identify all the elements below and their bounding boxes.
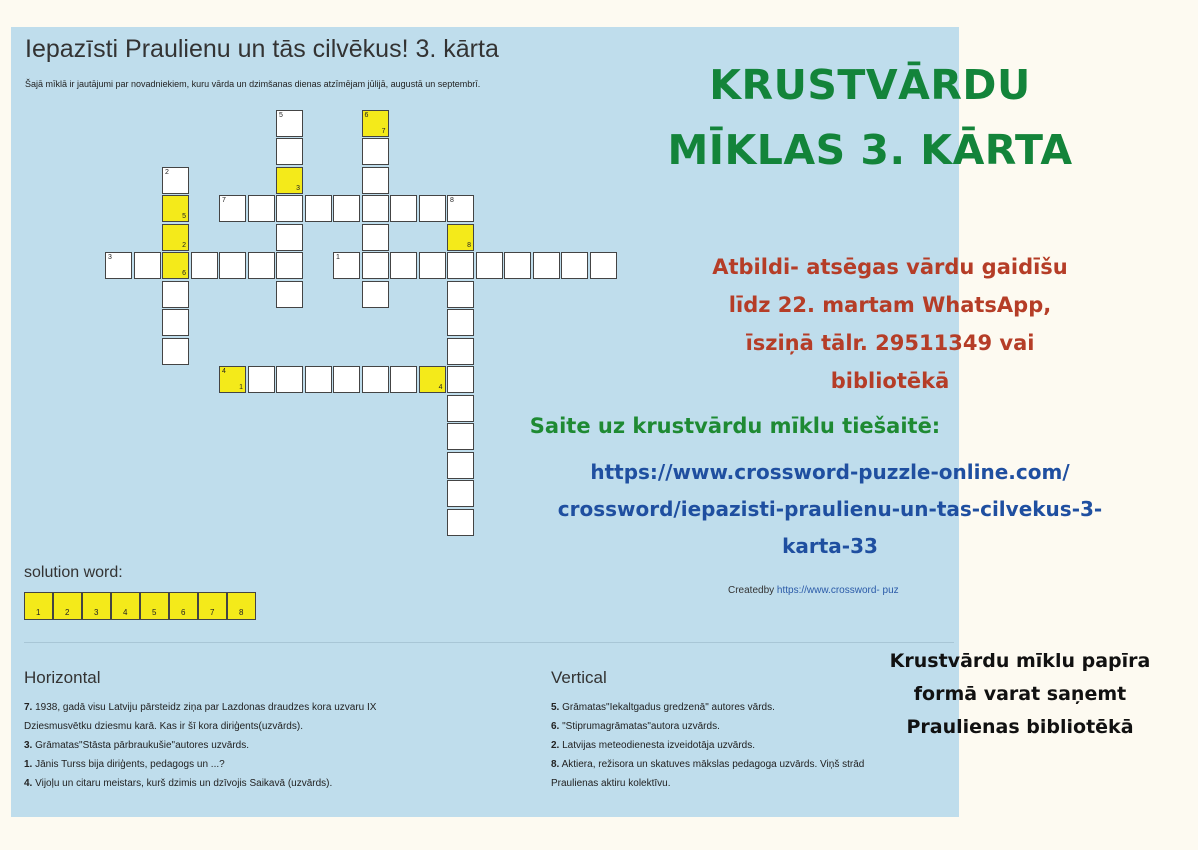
crossword-cell[interactable] xyxy=(419,366,446,393)
crossword-cell[interactable] xyxy=(162,281,189,308)
vertical-clues xyxy=(551,698,864,793)
crossword-cell[interactable] xyxy=(362,195,389,222)
crossword-cell[interactable] xyxy=(276,252,303,279)
crossword-cell[interactable] xyxy=(533,252,560,279)
headline-line: MĪKLAS 3. KĀRTA xyxy=(667,126,1073,174)
clue-number: 1. xyxy=(24,759,33,770)
crossword-cell[interactable] xyxy=(419,195,446,222)
clue-number: 7. xyxy=(24,702,33,713)
crossword-cell[interactable] xyxy=(248,366,275,393)
crossword-cell[interactable] xyxy=(191,252,218,279)
solution-cell[interactable] xyxy=(169,592,198,620)
clue-text: 1938, gadā visu Latviju pārsteidz ziņa par Lazdonas draudzes kora uzvaru IX xyxy=(35,702,377,713)
cell-solution-number: 2 xyxy=(182,241,186,249)
crossword-cell[interactable] xyxy=(219,195,246,222)
crossword-cell[interactable] xyxy=(362,252,389,279)
headline-line: KRUSTVĀRDU xyxy=(709,61,1031,109)
clue-number: 5. xyxy=(551,702,560,713)
crossword-cell[interactable] xyxy=(276,110,303,137)
crossword-cell[interactable] xyxy=(447,452,474,479)
divider xyxy=(24,642,954,643)
solution-cell-number: 4 xyxy=(123,608,128,617)
crossword-cell[interactable] xyxy=(248,252,275,279)
cell-solution-number: 8 xyxy=(467,241,471,249)
crossword-cell[interactable] xyxy=(362,110,389,137)
clue-item xyxy=(24,698,376,717)
crossword-cell[interactable] xyxy=(447,252,474,279)
url-line[interactable]: crossword/iepazisti-praulienu-un-tas-cilvekus-3- xyxy=(557,497,1103,521)
crossword-cell[interactable] xyxy=(447,309,474,336)
crossword-cell[interactable] xyxy=(447,195,474,222)
clue-text: Jānis Turss bija diriģents, pedagogs un ...? xyxy=(35,759,225,770)
crossword-cell[interactable] xyxy=(362,138,389,165)
crossword-cell[interactable] xyxy=(390,195,417,222)
cell-clue-number: 6 xyxy=(364,111,369,119)
horizontal-heading: Horizontal xyxy=(24,668,101,687)
crossword-cell[interactable] xyxy=(419,252,446,279)
clue-number: 6. xyxy=(551,721,560,732)
solution-cell-number: 8 xyxy=(239,608,244,617)
crossword-cell[interactable] xyxy=(561,252,588,279)
cell-clue-number: 8 xyxy=(450,197,454,204)
clue-item xyxy=(551,717,864,736)
solution-cell[interactable] xyxy=(227,592,256,620)
clue-number: 8. xyxy=(551,759,560,770)
crossword-cell[interactable] xyxy=(105,252,132,279)
solution-cell[interactable] xyxy=(53,592,82,620)
created-by xyxy=(728,585,899,596)
crossword-cell[interactable] xyxy=(219,366,246,393)
url-line[interactable]: https://www.crossword-puzzle-online.com/ xyxy=(590,460,1070,484)
clue-item xyxy=(24,774,376,793)
crossword-cell[interactable] xyxy=(590,252,617,279)
crossword-cell[interactable] xyxy=(162,309,189,336)
headline xyxy=(620,53,1120,183)
deadline-line: bibliotēkā xyxy=(830,369,950,393)
clue-text: Praulienas aktiru kolektīvu. xyxy=(551,778,671,789)
created-by-link[interactable]: https://www.crossword- puz xyxy=(776,585,899,596)
deadline-line: Atbildi- atsēgas vārdu gaidīšu xyxy=(712,255,1068,279)
solution-cell-number: 1 xyxy=(36,608,41,617)
crossword-cell[interactable] xyxy=(447,224,474,251)
cell-solution-number: 5 xyxy=(182,213,186,220)
vertical-heading: Vertical xyxy=(551,668,607,687)
crossword-cell[interactable] xyxy=(134,252,161,279)
crossword-cell[interactable] xyxy=(333,252,360,279)
crossword-cell[interactable] xyxy=(476,252,503,279)
clue-text: Vijoļu un citaru meistars, kurš dzimis un dzīvojis Saikavā (uzvārds). xyxy=(35,778,333,789)
clue-number: 3. xyxy=(24,740,33,751)
solution-cell[interactable] xyxy=(140,592,169,620)
clue-item xyxy=(551,774,864,793)
crossword-cell[interactable] xyxy=(162,252,189,279)
cell-solution-number: 1 xyxy=(239,384,243,391)
cell-clue-number: 7 xyxy=(222,197,226,204)
crossword-cell[interactable] xyxy=(276,224,303,251)
solution-cell-number: 3 xyxy=(94,608,99,617)
clue-text: Grāmatas"Stāsta pārbraukušie"autores uzvārds. xyxy=(35,740,249,751)
crossword-cell[interactable] xyxy=(362,224,389,251)
paper-note-line: Praulienas bibliotēkā xyxy=(906,716,1134,738)
crossword-cell[interactable] xyxy=(248,195,275,222)
crossword-cell[interactable] xyxy=(162,167,189,194)
crossword-cell[interactable] xyxy=(276,138,303,165)
clue-item xyxy=(24,736,376,755)
horizontal-clues xyxy=(24,698,376,793)
crossword-cell[interactable] xyxy=(305,366,332,393)
crossword-cell[interactable] xyxy=(362,281,389,308)
solution-cell-number: 6 xyxy=(181,608,186,617)
clue-number: 4. xyxy=(24,778,33,789)
crossword-cell[interactable] xyxy=(447,366,474,393)
solution-word-label: solution word: xyxy=(24,564,123,581)
clue-text: "Stiprumagrāmatas"autora uzvārds. xyxy=(562,721,720,732)
paper-note-line: formā varat saņemt xyxy=(913,683,1127,705)
solution-cell-number: 2 xyxy=(65,608,70,617)
solution-cell-number: 5 xyxy=(152,608,157,617)
crossword-cell[interactable] xyxy=(504,252,531,279)
cell-clue-number: 4 xyxy=(222,368,226,375)
paper-form-note xyxy=(840,645,1198,744)
deadline-notice xyxy=(620,248,1160,400)
solution-cell[interactable] xyxy=(82,592,111,620)
solution-cell[interactable] xyxy=(198,592,227,620)
cell-solution-number: 7 xyxy=(381,127,386,135)
clue-text: Grāmatas"Iekaltgadus gredzenā" autores vārds. xyxy=(562,702,775,713)
cell-clue-number: 2 xyxy=(165,168,169,176)
crossword-cell[interactable] xyxy=(162,195,189,222)
solution-cell[interactable] xyxy=(24,592,53,620)
crossword-cell[interactable] xyxy=(362,366,389,393)
deadline-line: līdz 22. martam WhatsApp, xyxy=(728,293,1052,317)
clue-text: Aktiera, režisora un skatuves mākslas pedagoga uzvārds. Viņš strād xyxy=(561,759,865,770)
cell-clue-number: 3 xyxy=(108,254,112,261)
clue-item xyxy=(24,755,376,774)
solution-word-row xyxy=(24,592,256,620)
clue-item xyxy=(24,717,376,736)
crossword-cell[interactable] xyxy=(276,366,303,393)
crossword-cell[interactable] xyxy=(390,366,417,393)
crossword-cell[interactable] xyxy=(447,281,474,308)
crossword-subtitle: Šajā mīklā ir jautājumi par novadniekiem, kuru vārda un dzimšanas dienas atzīmējam jūlijā, augustā un septembrī. xyxy=(25,79,481,89)
solution-cell[interactable] xyxy=(111,592,140,620)
clue-item xyxy=(551,755,864,774)
crossword-cell[interactable] xyxy=(219,252,246,279)
clue-text: Latvijas meteodienesta izveidotāja uzvārds. xyxy=(562,740,756,751)
online-link-url[interactable] xyxy=(500,454,1160,565)
clue-text: Dziesmusvētku dziesmu karā. Kas ir šī kora diriģents(uzvārds). xyxy=(24,721,303,732)
crossword-title: Iepazīsti Praulienu un tās cilvēkus! 3. kārta xyxy=(25,35,499,63)
cell-clue-number: 1 xyxy=(336,254,340,261)
crossword-cell[interactable] xyxy=(162,338,189,365)
cell-solution-number: 3 xyxy=(296,184,300,192)
crossword-cell[interactable] xyxy=(447,480,474,507)
crossword-cell[interactable] xyxy=(447,423,474,450)
crossword-cell[interactable] xyxy=(362,167,389,194)
clue-number: 2. xyxy=(551,740,560,751)
crossword-cell[interactable] xyxy=(276,281,303,308)
crossword-cell[interactable] xyxy=(276,195,303,222)
crossword-cell[interactable] xyxy=(162,224,189,251)
paper-note-line: Krustvārdu mīklu papīra xyxy=(889,650,1151,672)
clue-item xyxy=(551,698,864,717)
url-line[interactable]: karta-33 xyxy=(782,534,878,558)
crossword-cell[interactable] xyxy=(333,195,360,222)
created-by-label: Createdby xyxy=(728,585,775,596)
crossword-cell[interactable] xyxy=(447,338,474,365)
crossword-cell[interactable] xyxy=(390,252,417,279)
crossword-cell[interactable] xyxy=(276,167,303,194)
clue-item xyxy=(551,736,864,755)
crossword-cell[interactable] xyxy=(333,366,360,393)
deadline-line: īsziņā tālr. 29511349 vai xyxy=(745,331,1035,355)
cell-solution-number: 6 xyxy=(182,270,186,277)
cell-clue-number: 5 xyxy=(279,111,283,119)
cell-solution-number: 4 xyxy=(438,384,443,391)
solution-cell-number: 7 xyxy=(210,608,215,617)
crossword-cell[interactable] xyxy=(305,195,332,222)
crossword-cell[interactable] xyxy=(447,509,474,536)
crossword-cell[interactable] xyxy=(447,395,474,422)
online-link-label: Saite uz krustvārdu mīklu tiešaitē: xyxy=(529,414,941,438)
